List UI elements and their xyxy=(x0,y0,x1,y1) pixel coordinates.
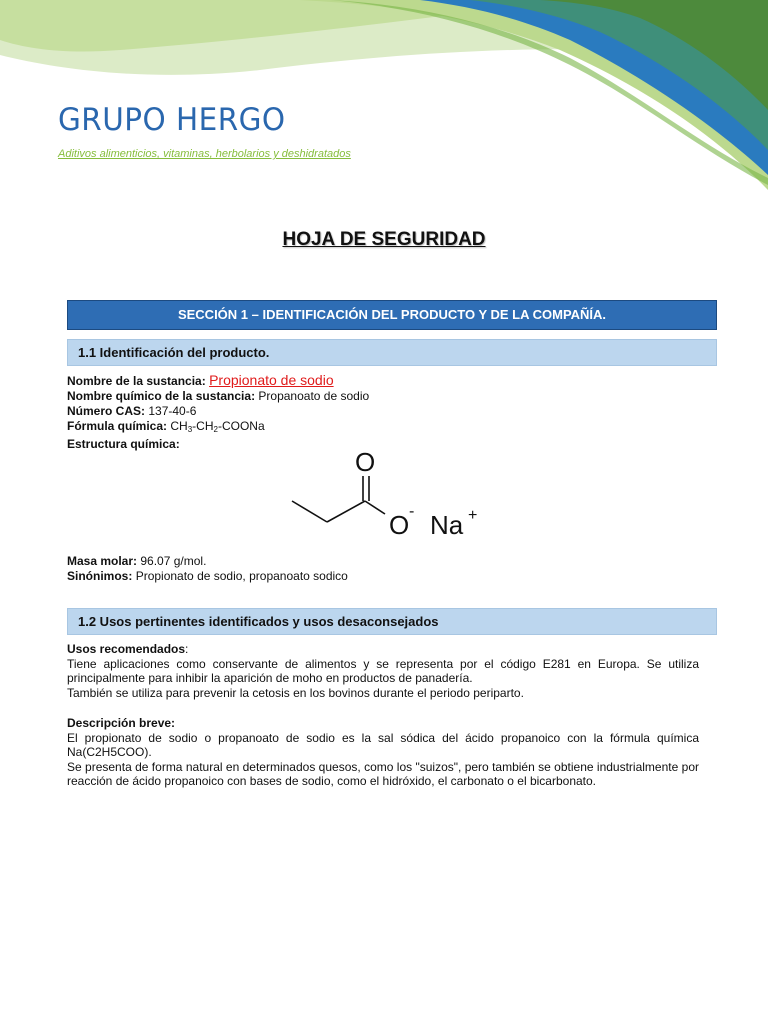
recommended-uses-paragraph-2: También se utiliza para prevenir la cetosis en los bovinos durante el periodo periparto. xyxy=(67,685,524,700)
recommended-uses-paragraph-1: Tiene aplicaciones como conservante de alimentos y se representa por el código E281 en Europa. Se utiliza principalmente para inhibir la aparición de moho en productos de panadería. xyxy=(67,656,699,685)
brief-description-heading: Descripción breve: xyxy=(67,716,176,730)
synonyms-label: Sinónimos xyxy=(67,569,129,583)
substance-name-label: Nombre de la sustancia xyxy=(67,374,202,388)
chemical-structure-row: Estructura química: xyxy=(67,437,180,451)
section-1-header: SECCIÓN 1 – IDENTIFICACIÓN DEL PRODUCTO Y DE LA COMPAÑÍA. xyxy=(67,300,717,330)
negative-charge-label: - xyxy=(409,503,415,520)
sodium-label: Na xyxy=(430,510,464,540)
chemical-formula-value: $CH_3-CH_2$-COONa xyxy=(170,419,265,434)
cas-number-label: Número CAS xyxy=(67,404,142,418)
carbonyl-oxygen-label: O xyxy=(355,447,376,477)
chemical-structure-label: Estructura química xyxy=(67,437,176,451)
positive-charge-label: + xyxy=(468,507,478,524)
brand-tagline[interactable]: Aditivos alimenticios, vitaminas, herbolarios y deshidratados xyxy=(58,148,351,160)
brief-description xyxy=(67,716,699,789)
chemical-formula-label: Fórmula química xyxy=(67,419,164,433)
subsection-1-1-header: 1.1 Identificación del producto. xyxy=(67,339,717,366)
document-title: HOJA DE SEGURIDAD xyxy=(282,229,486,250)
recommended-uses: Usos recomendados: Tiene aplicaciones como conservante de alimentos y se representa por el código E281 en Europa. Se utiliza principalmente para inhibir la aparición de moho en productos de panadería. También se utiliza para prevenir la cetosis en los bovinos durante el periodo periparto. xyxy=(67,642,699,700)
molar-mass-value: 96.07 g/mol. xyxy=(140,554,207,568)
molar-mass-label: Masa molar xyxy=(67,554,134,568)
synonyms-value: Propionato de sodio, propanoato sodico xyxy=(135,569,348,583)
chemical-name-label: Nombre químico de la sustancia xyxy=(67,389,252,403)
cas-number-value: 137-40-6 xyxy=(148,404,197,418)
product-properties xyxy=(67,554,717,584)
cas-number-row: Número CAS: 137-40-6 xyxy=(67,404,197,418)
subsection-1-2-header: 1.2 Usos pertinentes identificados y usos desaconsejados xyxy=(67,608,717,635)
chemical-formula-row: Fórmula química: $CH_3-CH_2$-COONa xyxy=(67,419,265,434)
molar-mass-row: Masa molar: 96.07 g/mol. xyxy=(67,554,207,568)
chemical-name-value: Propanoato de sodio xyxy=(258,389,370,403)
oxide-oxygen-label: O xyxy=(389,510,410,540)
substance-name-row: Nombre de la sustancia: Propionato de sodio xyxy=(67,372,334,388)
brief-description-paragraph-2: Se presenta de forma natural en determinados quesos, como los "suizos", pero también se obtiene industrialmente por reacción de ácido propanoico con bases de sodio, como el hidróxido, el carbonato o el bicarbonato. xyxy=(67,759,699,788)
product-identification xyxy=(67,373,717,452)
substance-name-link[interactable]: Propionato de sodio xyxy=(209,372,334,388)
chemical-name-row: Nombre químico de la sustancia: Propanoato de sodio xyxy=(67,389,370,403)
chemical-structure-diagram xyxy=(285,444,495,544)
recommended-uses-heading: Usos recomendados xyxy=(67,642,186,656)
brand-title: GRUPO HERGO xyxy=(58,102,286,138)
header-wave-decoration xyxy=(0,0,768,190)
synonyms-row: Sinónimos: Propionato de sodio, propanoato sodico xyxy=(67,569,348,583)
brief-description-paragraph-1: El propionato de sodio o propanoato de sodio es la sal sódica del ácido propanoico con la fórmula química Na(C2H5COO). xyxy=(67,730,699,759)
